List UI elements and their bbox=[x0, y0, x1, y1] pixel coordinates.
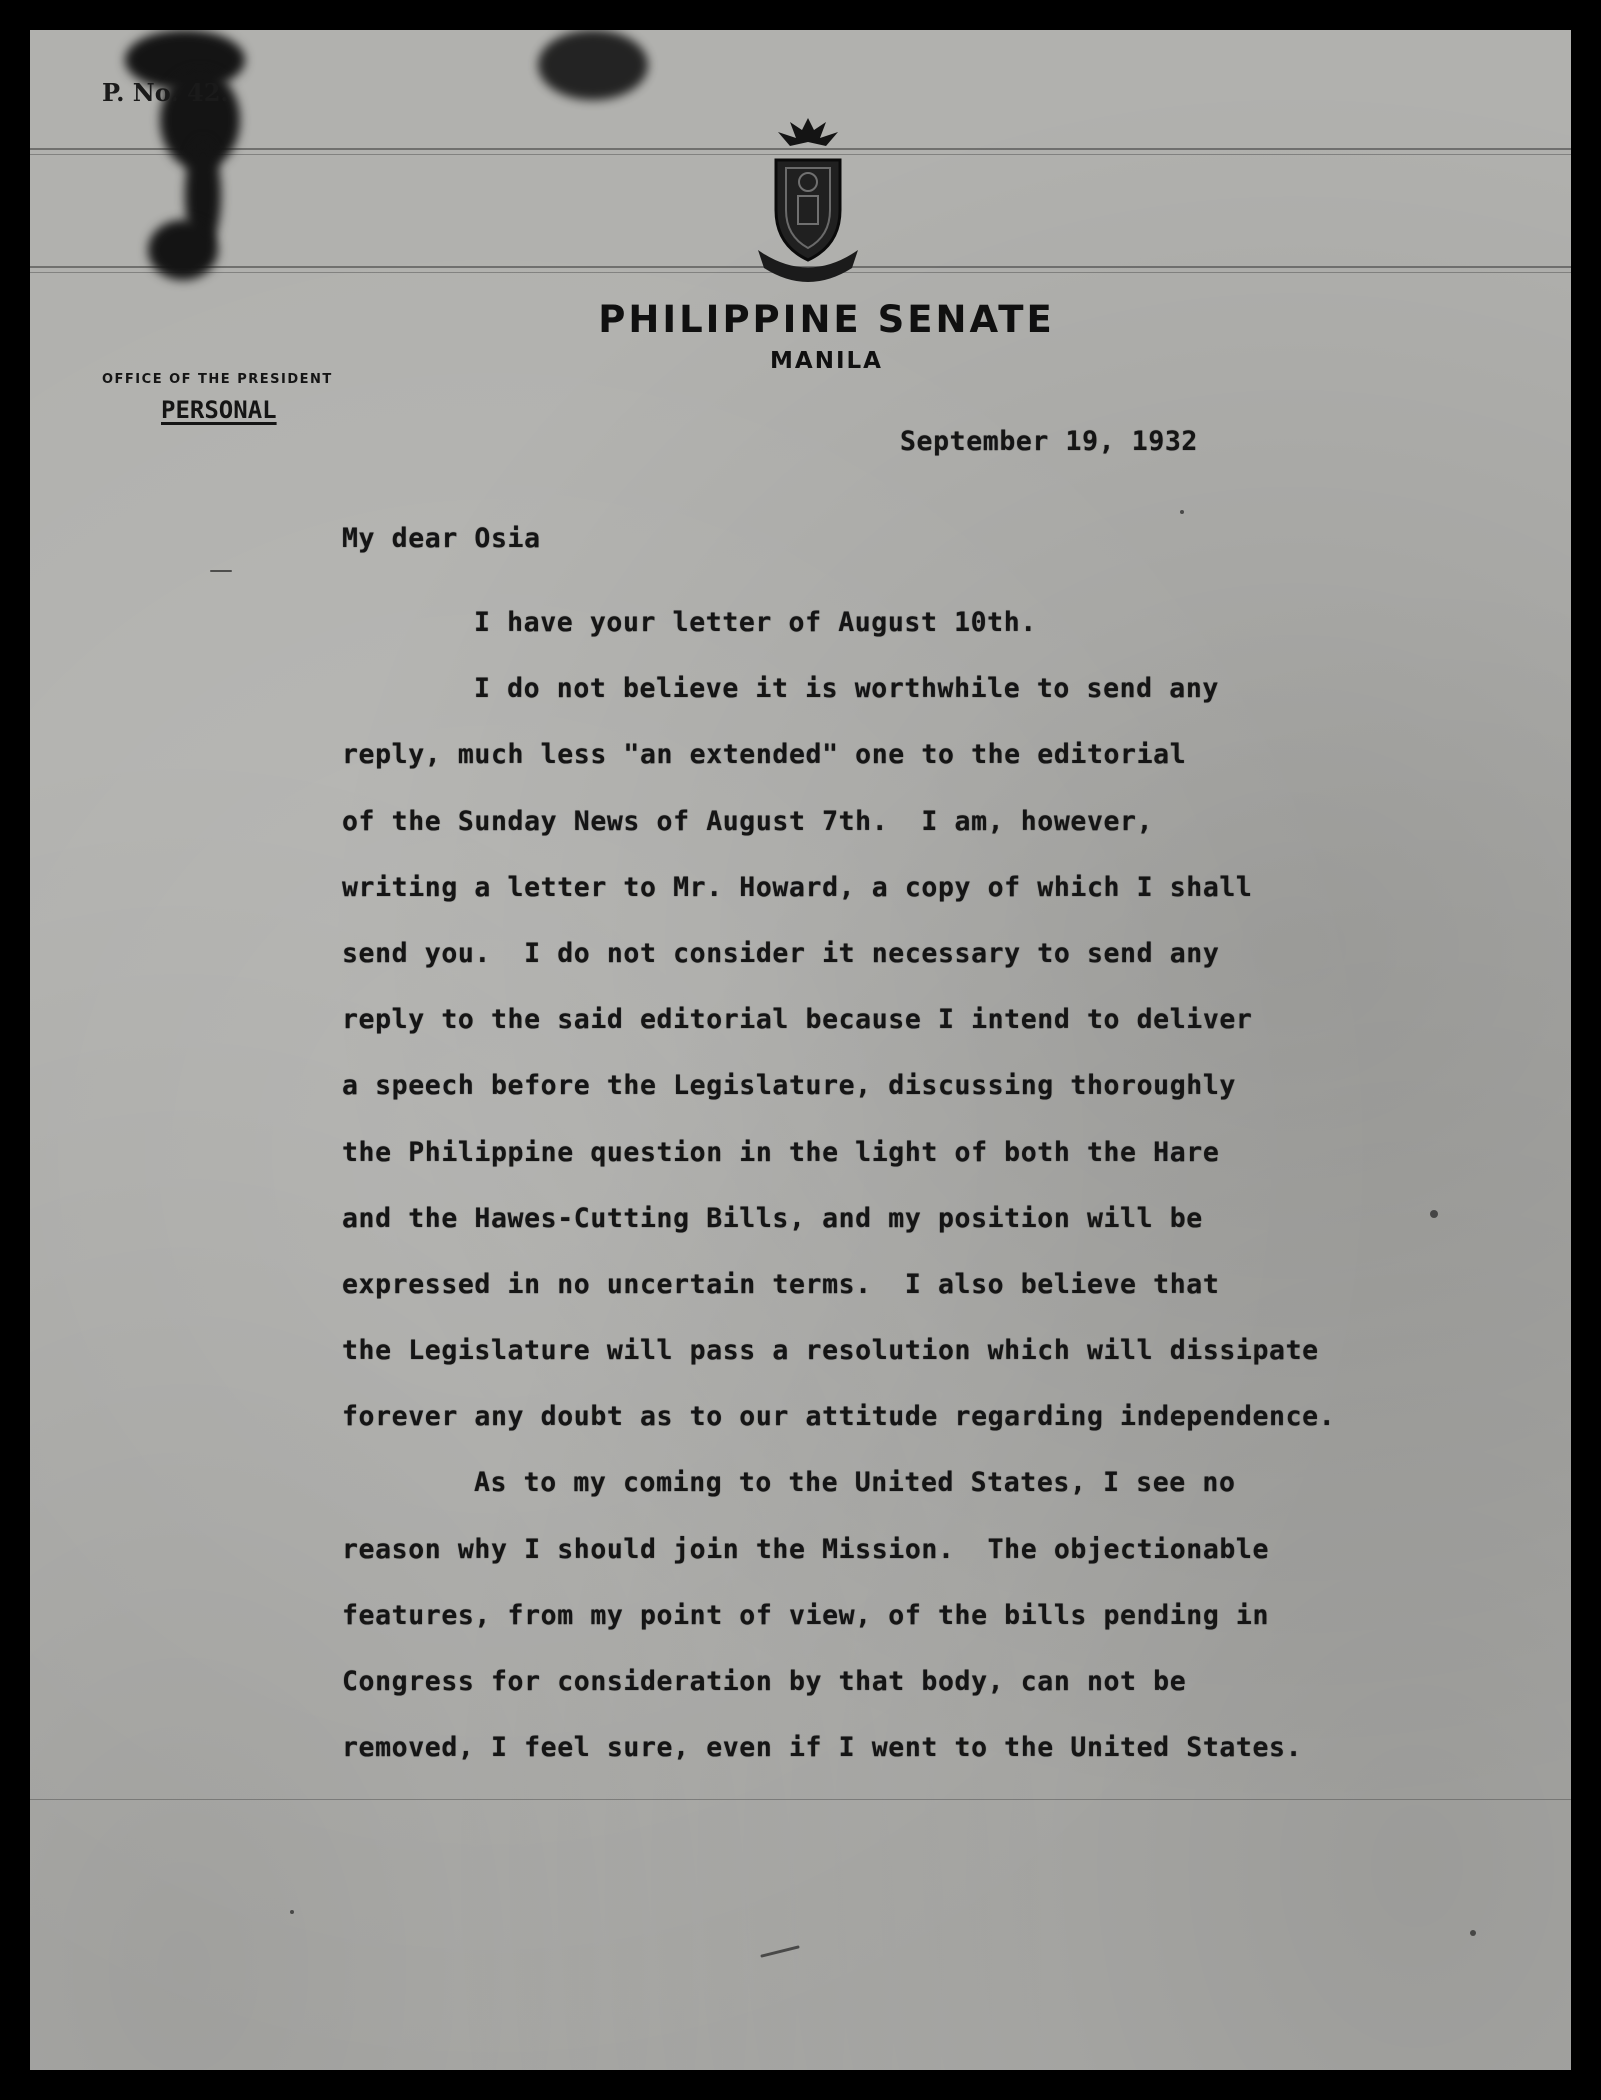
paper-speck bbox=[210, 570, 232, 572]
institution-name: PHILIPPINE SENATE bbox=[598, 298, 1055, 341]
paper-speck bbox=[290, 1910, 294, 1914]
body-line: reply to the said editorial because I intend to deliver bbox=[342, 1004, 1253, 1036]
body-line: and the Hawes-Cutting Bills, and my position will be bbox=[342, 1202, 1203, 1234]
letter-date: September 19, 1932 bbox=[900, 426, 1198, 457]
office-line: OFFICE OF THE PRESIDENT bbox=[102, 372, 333, 387]
body-line: reply, much less "an extended" one to the editorial bbox=[342, 739, 1187, 771]
body-line: Congress for consideration by that body, can not be bbox=[342, 1666, 1187, 1697]
letter-body bbox=[342, 590, 1542, 1781]
body-line: expressed in no uncertain terms. I also believe that bbox=[342, 1268, 1220, 1300]
body-line: of the Sunday News of August 7th. I am, however, bbox=[342, 805, 1154, 837]
body-line: reason why I should join the Mission. The objectionable bbox=[342, 1533, 1270, 1565]
ink-stain bbox=[148, 220, 218, 280]
body-line: send you. I do not consider it necessary to send any bbox=[342, 937, 1220, 969]
personal-marking: PERSONAL bbox=[161, 396, 277, 424]
body-line: a speech before the Legislature, discussing thoroughly bbox=[342, 1070, 1236, 1102]
body-line: I do not believe it is worthwhile to send any bbox=[474, 673, 1219, 705]
body-line: I have your letter of August 10th. bbox=[474, 607, 1037, 638]
body-line: the Philippine question in the light of both the Hare bbox=[342, 1136, 1220, 1168]
letter-page bbox=[30, 30, 1571, 2070]
body-line: the Legislature will pass a resolution which will dissipate bbox=[342, 1335, 1319, 1367]
salutation: My dear Osia bbox=[342, 523, 541, 554]
header-rule bbox=[30, 1799, 1571, 1800]
body-line: As to my coming to the United States, I see no bbox=[474, 1467, 1236, 1499]
body-line: forever any doubt as to our attitude regarding independence. bbox=[342, 1401, 1336, 1433]
paper-speck bbox=[1430, 1210, 1438, 1218]
paper-speck bbox=[760, 1945, 800, 1958]
ink-stain bbox=[538, 30, 648, 100]
philippine-senate-seal-icon bbox=[748, 110, 868, 290]
paper-speck bbox=[1470, 1930, 1476, 1936]
form-number: P. No. 42. bbox=[102, 78, 229, 107]
body-line: removed, I feel sure, even if I went to the United States. bbox=[342, 1732, 1303, 1764]
paper-speck bbox=[1180, 510, 1184, 514]
institution-city: MANILA bbox=[770, 348, 883, 374]
body-line: features, from my point of view, of the bills pending in bbox=[342, 1599, 1270, 1631]
body-line: writing a letter to Mr. Howard, a copy of which I shall bbox=[342, 871, 1253, 903]
